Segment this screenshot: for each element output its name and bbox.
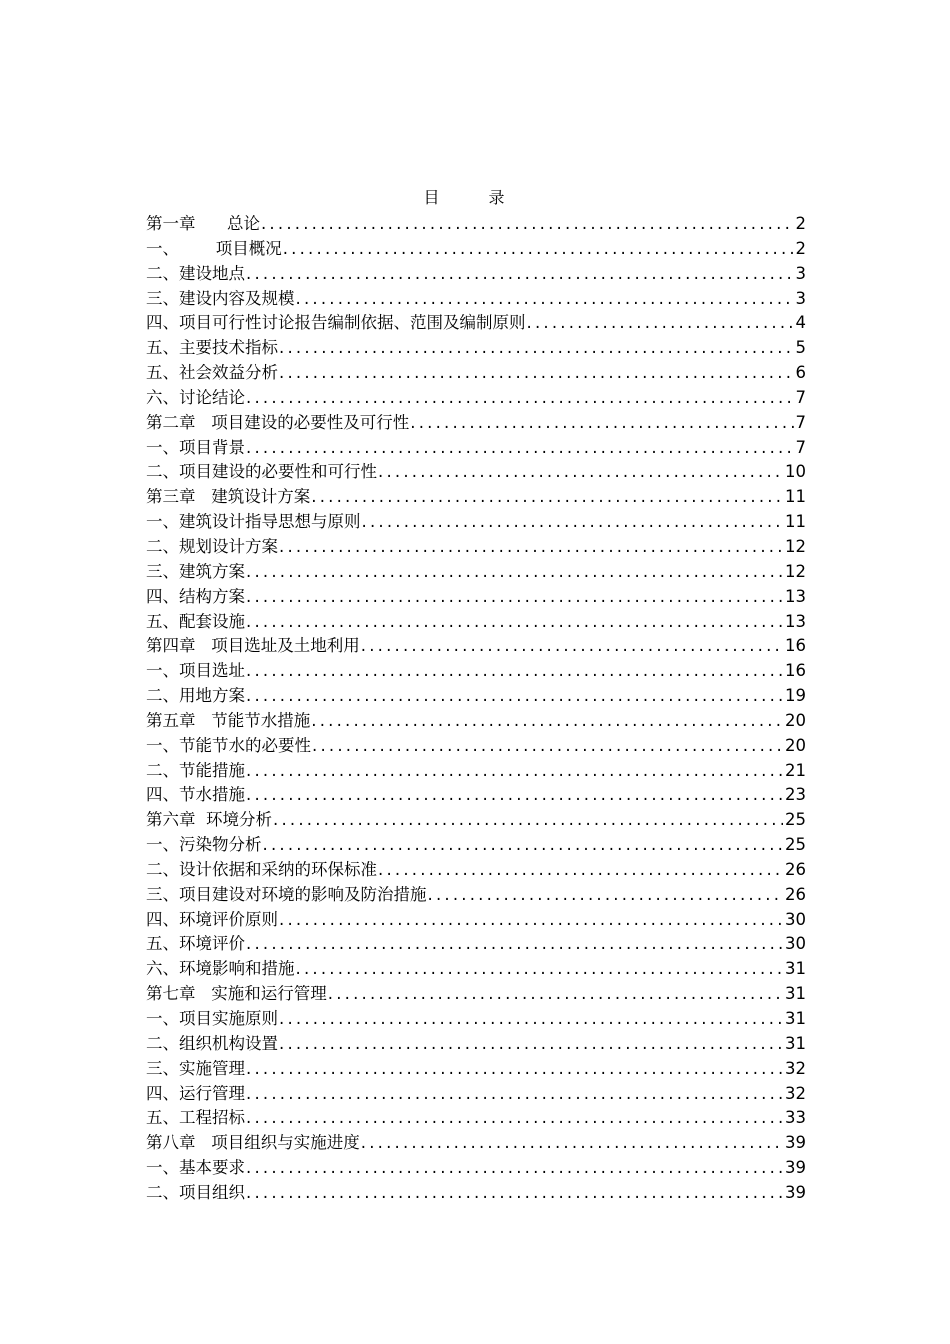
toc-entry-title: 五、工程招标 — [146, 1108, 245, 1128]
toc-entry-page-number: 2 — [795, 214, 806, 233]
toc-entry-title: 四、环境评价原则 — [146, 909, 278, 929]
toc-entry[interactable] — [146, 1032, 806, 1057]
toc-entry-page-number: 23 — [785, 785, 806, 805]
toc-entry[interactable] — [146, 535, 806, 560]
toc-entry[interactable] — [146, 759, 806, 784]
dot-leader — [378, 460, 783, 485]
dot-leader — [246, 1106, 783, 1131]
toc-entry[interactable] — [146, 858, 806, 883]
toc-entry-page-number: 30 — [785, 934, 806, 954]
dot-leader — [261, 212, 794, 237]
toc-entry-page-number: 12 — [785, 536, 806, 556]
toc-entry-page-number: 16 — [785, 636, 806, 656]
toc-entry-page-number: 20 — [785, 710, 806, 730]
toc-entry-title: 五、配套设施 — [146, 611, 245, 631]
toc-entry-page-number: 3 — [795, 288, 806, 308]
dot-leader — [246, 585, 783, 610]
toc-entry[interactable] — [146, 1007, 806, 1032]
toc-entry[interactable] — [146, 610, 806, 635]
toc-entry[interactable] — [146, 982, 806, 1007]
toc-entry-page-number: 21 — [785, 760, 806, 780]
toc-entry[interactable] — [146, 634, 806, 659]
toc-entry[interactable] — [146, 684, 806, 709]
toc-entry-title: 五、社会效益分析 — [146, 363, 278, 383]
toc-entry[interactable] — [146, 1106, 806, 1131]
toc-entry-page-number: 4 — [795, 313, 806, 333]
toc-entry-title: 第八章 项目组织与实施进度 — [146, 1133, 360, 1153]
toc-entry[interactable] — [146, 659, 806, 684]
toc-entry-title: 第四章 项目选址及土地利用 — [146, 636, 360, 656]
toc-entry-page-number: 20 — [785, 735, 806, 755]
toc-entry[interactable] — [146, 1181, 806, 1206]
toc-entry-title: 二、设计依据和采纳的环保标准 — [146, 859, 377, 879]
toc-entry-page-number: 25 — [785, 835, 806, 855]
toc-entry-title: 三、实施管理 — [146, 1058, 245, 1078]
toc-entry-page-number: 7 — [795, 412, 806, 432]
toc-entry-title: 六、环境影响和措施 — [146, 959, 295, 979]
toc-entry[interactable] — [146, 908, 806, 933]
toc-entry-page-number: 30 — [785, 909, 806, 929]
dot-leader — [246, 436, 794, 461]
dot-leader — [311, 485, 783, 510]
toc-entry-page-number: 7 — [795, 387, 806, 407]
dot-leader — [279, 336, 794, 361]
dot-leader — [296, 287, 794, 312]
toc-entry[interactable] — [146, 808, 806, 833]
dot-leader — [246, 386, 794, 411]
dot-leader — [279, 908, 783, 933]
toc-entry[interactable] — [146, 411, 806, 436]
toc-entry-title: 二、项目建设的必要性和可行性 — [146, 462, 377, 482]
toc-entry-title: 四、结构方案 — [146, 586, 245, 606]
dot-leader — [283, 237, 794, 262]
toc-entry[interactable] — [146, 1131, 806, 1156]
toc-entry-title: 四、节水措施 — [146, 785, 245, 805]
dot-leader — [312, 734, 783, 759]
toc-entry-title: 第七章 实施和运行管理 — [146, 984, 327, 1004]
dot-leader — [296, 957, 784, 982]
dot-leader — [246, 1181, 783, 1206]
toc-entry[interactable] — [146, 833, 806, 858]
toc-entry-title: 一、污染物分析 — [146, 835, 262, 855]
toc-entry-title: 一、基本要求 — [146, 1158, 245, 1178]
toc-entry-page-number: 31 — [785, 1033, 806, 1053]
dot-leader — [246, 1057, 783, 1082]
toc-entry-page-number: 7 — [795, 437, 806, 457]
toc-entry-title: 二、组织机构设置 — [146, 1033, 278, 1053]
dot-leader — [527, 311, 794, 336]
toc-entry[interactable] — [146, 436, 806, 461]
toc-entry[interactable] — [146, 386, 806, 411]
dot-leader — [361, 634, 783, 659]
dot-leader — [311, 709, 783, 734]
dot-leader — [361, 1131, 783, 1156]
toc-entry-title: 二、规划设计方案 — [146, 536, 278, 556]
dot-leader — [428, 883, 784, 908]
dot-leader — [246, 684, 783, 709]
toc-entry[interactable] — [146, 560, 806, 585]
toc-entry-title: 一、建筑设计指导思想与原则 — [146, 512, 361, 532]
toc-entry-page-number: 3 — [795, 263, 806, 283]
dot-leader — [246, 262, 794, 287]
dot-leader — [246, 759, 783, 784]
toc-entry-page-number: 12 — [785, 561, 806, 581]
toc-entry[interactable] — [146, 510, 806, 535]
toc-entry[interactable] — [146, 1082, 806, 1107]
toc-entry-title: 第六章 环境分析 — [146, 810, 272, 830]
toc-title: 目 录 — [423, 188, 527, 207]
dot-leader — [246, 1082, 783, 1107]
toc-entry[interactable] — [146, 485, 806, 510]
dot-leader — [410, 411, 793, 436]
toc-entry[interactable] — [146, 311, 806, 336]
toc-entry-title: 二、用地方案 — [146, 686, 245, 706]
toc-entry[interactable] — [146, 460, 806, 485]
toc-entry-page-number: 32 — [785, 1058, 806, 1078]
dot-leader — [378, 858, 783, 883]
toc-entry[interactable] — [146, 734, 806, 759]
toc-entry[interactable] — [146, 783, 806, 808]
toc-entry-page-number: 11 — [785, 512, 806, 532]
dot-leader — [246, 659, 783, 684]
toc-entry[interactable] — [146, 709, 806, 734]
toc-entry-title: 第五章 节能节水措施 — [146, 710, 311, 730]
dot-leader — [279, 361, 794, 386]
toc-entry-title: 二、节能措施 — [146, 760, 245, 780]
toc-entry-title: 四、运行管理 — [146, 1083, 245, 1103]
dot-leader — [246, 610, 783, 635]
toc-entry[interactable] — [146, 957, 806, 982]
dot-leader — [246, 1156, 783, 1181]
dot-leader — [279, 535, 783, 560]
toc-entry-page-number: 31 — [785, 959, 806, 979]
toc-entry-page-number: 26 — [785, 859, 806, 879]
toc-entry-page-number: 31 — [785, 1009, 806, 1028]
toc-entry[interactable] — [146, 1057, 806, 1082]
toc-entry[interactable] — [146, 336, 806, 361]
toc-entry-title: 二、项目组织 — [146, 1182, 245, 1202]
toc-entry-title: 第一章 总论 — [146, 214, 260, 233]
toc-entry-page-number: 39 — [785, 1133, 806, 1153]
table-of-contents — [146, 212, 806, 1206]
toc-entry-title: 六、讨论结论 — [146, 387, 245, 407]
toc-entry-title: 五、主要技术指标 — [146, 338, 278, 358]
dot-leader — [273, 808, 783, 833]
toc-entry-page-number: 26 — [785, 884, 806, 904]
dot-leader — [362, 510, 784, 535]
toc-entry[interactable] — [146, 1156, 806, 1181]
toc-entry[interactable] — [146, 361, 806, 386]
toc-entry-page-number: 25 — [785, 810, 806, 830]
toc-entry-page-number: 11 — [785, 487, 806, 507]
toc-entry-title: 二、建设地点 — [146, 263, 245, 283]
toc-entry[interactable] — [146, 262, 806, 287]
toc-entry[interactable] — [146, 883, 806, 908]
toc-entry-page-number: 16 — [785, 661, 806, 681]
dot-leader — [279, 1007, 783, 1032]
toc-entry-title: 四、项目可行性讨论报告编制依据、范围及编制原则 — [146, 313, 526, 333]
toc-entry-title: 三、建筑方案 — [146, 561, 245, 581]
toc-entry-page-number: 13 — [785, 586, 806, 606]
toc-entry[interactable] — [146, 287, 806, 312]
toc-entry-page-number: 39 — [785, 1158, 806, 1178]
toc-entry-title: 一、节能节水的必要性 — [146, 735, 311, 755]
toc-entry[interactable] — [146, 585, 806, 610]
toc-entry-page-number: 19 — [785, 686, 806, 706]
toc-entry-page-number: 2 — [795, 238, 806, 258]
dot-leader — [328, 982, 783, 1007]
toc-entry-title: 三、建设内容及规模 — [146, 288, 295, 308]
dot-leader — [246, 783, 783, 808]
toc-entry-page-number: 6 — [795, 363, 806, 383]
toc-entry-title: 一、 项目概况 — [146, 238, 282, 258]
toc-entry[interactable] — [146, 237, 806, 262]
toc-entry-title: 一、项目背景 — [146, 437, 245, 457]
toc-entry-title: 一、项目实施原则 — [146, 1009, 278, 1028]
toc-entry-page-number: 13 — [785, 611, 806, 631]
toc-entry-title: 第三章 建筑设计方案 — [146, 487, 311, 507]
toc-entry-page-number: 10 — [785, 462, 806, 482]
toc-entry[interactable] — [146, 932, 806, 957]
toc-entry-page-number: 5 — [795, 338, 806, 358]
toc-entry-title: 三、项目建设对环境的影响及防治措施 — [146, 884, 427, 904]
toc-entry-page-number: 39 — [785, 1182, 806, 1202]
toc-entry-title: 一、项目选址 — [146, 661, 245, 681]
dot-leader — [279, 1032, 783, 1057]
toc-entry-title: 第二章 项目建设的必要性及可行性 — [146, 412, 410, 432]
dot-leader — [246, 932, 783, 957]
toc-entry-title: 五、环境评价 — [146, 934, 245, 954]
toc-entry-page-number: 33 — [785, 1108, 806, 1128]
toc-entry-page-number: 31 — [785, 984, 806, 1004]
toc-entry[interactable] — [146, 212, 806, 237]
toc-entry-page-number: 32 — [785, 1083, 806, 1103]
dot-leader — [246, 560, 783, 585]
dot-leader — [263, 833, 784, 858]
